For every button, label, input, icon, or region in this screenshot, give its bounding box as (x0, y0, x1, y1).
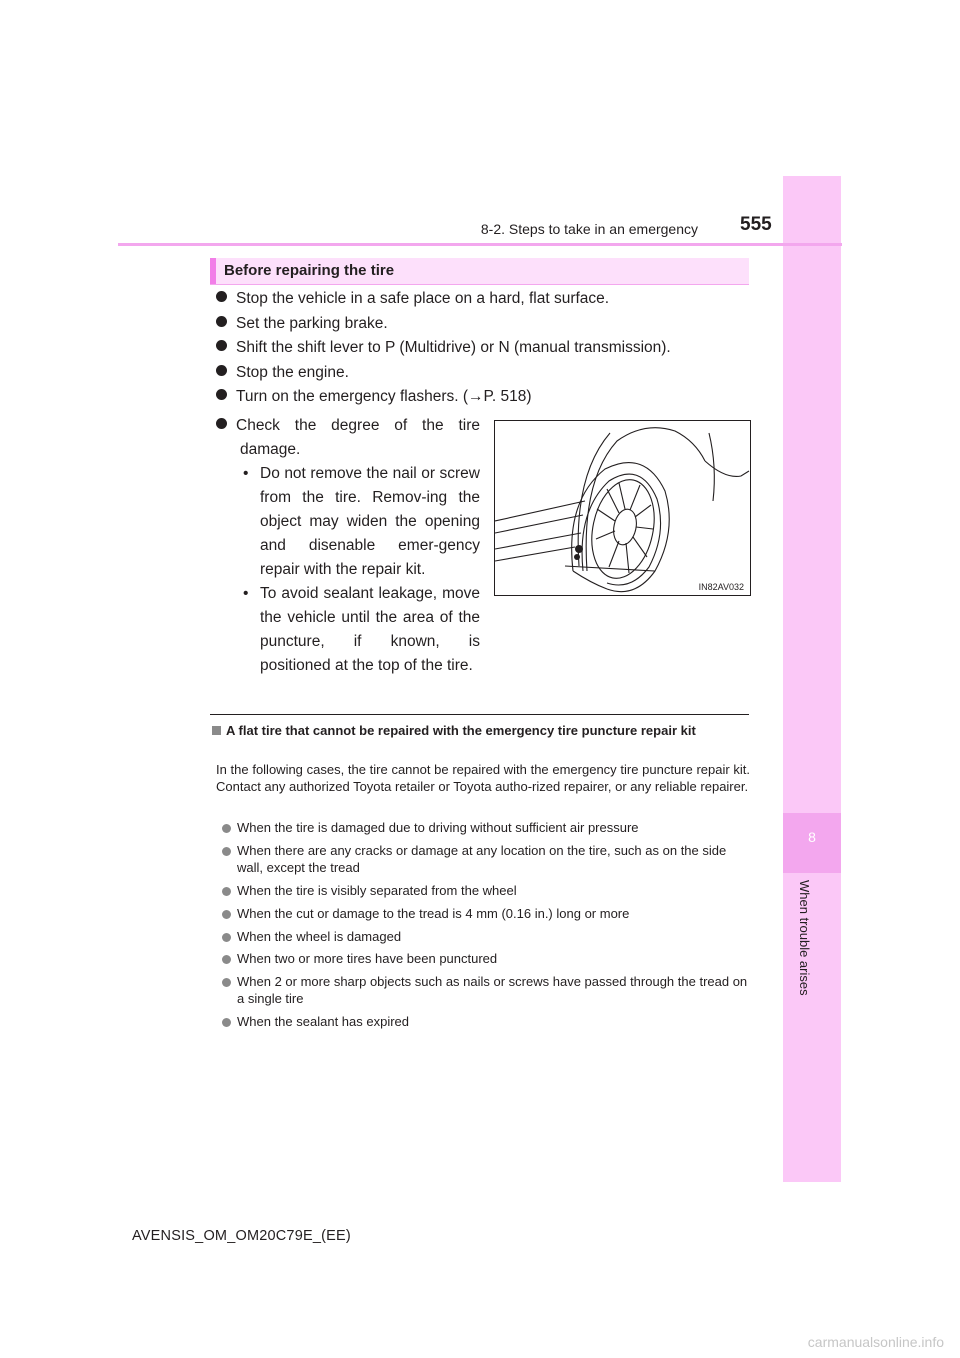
list-item: When the cut or damage to the tread is 4 mm (0.16 in.) long or more (224, 906, 750, 923)
list-item: Set the parking brake. (216, 315, 388, 333)
list-item: Stop the engine. (216, 364, 349, 382)
section-heading: Before repairing the tire (224, 262, 395, 279)
header-rule (118, 243, 842, 246)
list-item: When 2 or more sharp objects such as nails or screws have passed through the tread on a single tire (224, 974, 750, 1007)
list-item: Shift the shift lever to P (Multidrive) or N (manual transmission). (216, 339, 671, 357)
bullet-icon (222, 978, 231, 987)
bullet-icon (216, 316, 227, 327)
illustration-code: IN82AV032 (698, 582, 744, 592)
watermark: carmanualsonline.info (807, 1334, 944, 1350)
bullet-icon (216, 389, 227, 400)
list-item: Turn on the emergency flashers. (→P. 518) (216, 388, 532, 406)
bullet-icon (216, 418, 227, 429)
bullet-icon (222, 847, 231, 856)
list-item: When the wheel is damaged (224, 929, 750, 946)
list-item: When the sealant has expired (224, 1014, 750, 1031)
sub-list-item: • Do not remove the nail or screw from the tire. Remov-ing the object may widen the opening and disenable emer-gency repair with the repair kit. (243, 465, 480, 578)
bullet-icon (222, 887, 231, 896)
note-heading: A flat tire that cannot be repaired with the emergency tire puncture repair kit (212, 722, 750, 739)
sub-list-item: • To avoid sealant leakage, move the vehicle until the area of the puncture, if known, is positioned at the top of the tire. (243, 585, 480, 674)
list-item: When two or more tires have been punctured (224, 951, 750, 968)
square-bullet-icon (212, 726, 221, 735)
check-damage-item: Check the degree of the tire damage. • Do not remove the nail or screw from the tire. Remov-ing the object may widen the opening and disenable emer-gency repair with the repair kit. • To avoid sealant leakage, move the vehicle until the area of the puncture, if known, is positioned at the top of the tire. (216, 414, 480, 678)
chapter-tab-strip (783, 176, 841, 1182)
bullet-icon (222, 1018, 231, 1027)
bullet-icon (222, 955, 231, 964)
page-number: 555 (740, 214, 772, 235)
list-item: When there are any cracks or damage at any location on the tire, such as on the side wall, except the tread (224, 843, 750, 876)
bullet-icon (222, 910, 231, 919)
bullet-icon (216, 365, 227, 376)
running-header: 8-2. Steps to take in an emergency (480, 221, 698, 237)
bullet-icon (222, 824, 231, 833)
tire-illustration (494, 420, 751, 596)
chapter-number: 8 (808, 829, 816, 845)
bullet-icon (216, 340, 227, 351)
list-item: When the tire is visibly separated from the wheel (224, 883, 750, 900)
flat-tire-drawing (495, 421, 750, 595)
bullet-icon (216, 291, 227, 302)
document-code: AVENSIS_OM_OM20C79E_(EE) (132, 1228, 351, 1244)
section-heading-marker (210, 258, 216, 284)
section-divider (210, 714, 749, 715)
note-intro: In the following cases, the tire cannot be repaired with the emergency tire puncture repair kit. Contact any authorized Toyota retailer or Toyota autho-rized repairer, or any reliable repairer. (216, 762, 750, 794)
list-item: When the tire is damaged due to driving without sufficient air pressure (224, 820, 750, 837)
chapter-title: When trouble arises (797, 880, 812, 996)
section-heading-bar (210, 258, 749, 285)
bullet-icon (222, 933, 231, 942)
list-item: Stop the vehicle in a safe place on a hard, flat surface. (216, 290, 609, 308)
